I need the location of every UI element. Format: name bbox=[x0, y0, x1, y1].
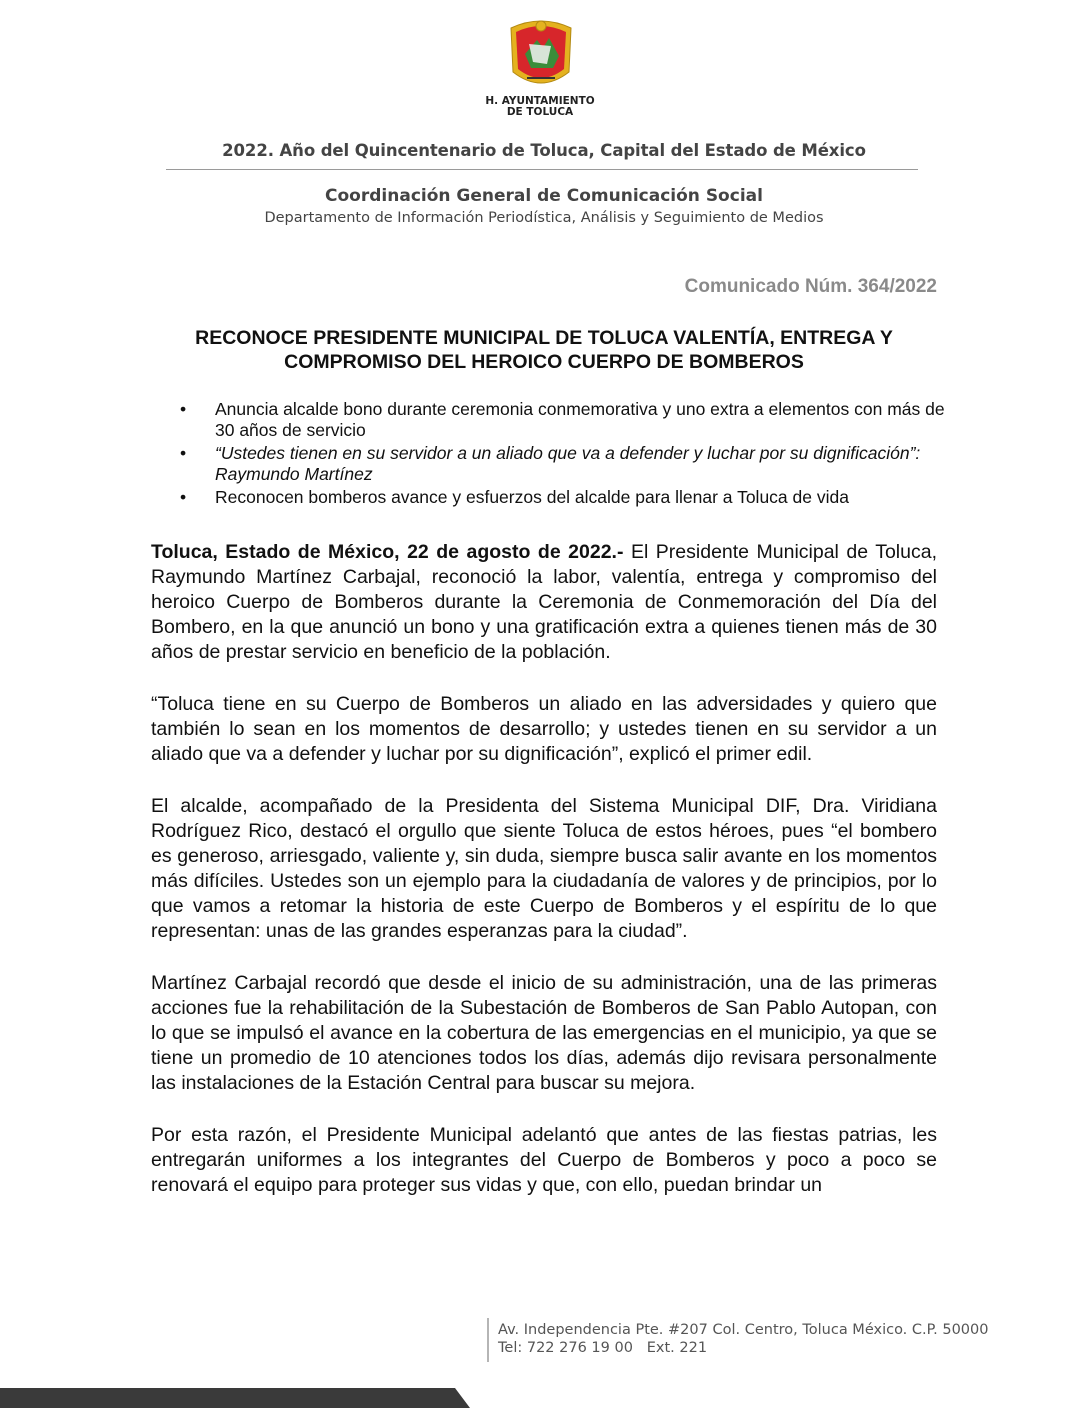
organization-name bbox=[470, 96, 610, 118]
header-divider bbox=[166, 169, 918, 170]
footer-ext: Ext. 221 bbox=[646, 1340, 708, 1356]
paragraph-3: El alcalde, acompañado de la Presidenta del Sistema Municipal DIF, Dra. Viridiana Rodríguez Rico, destacó el orgullo que siente Toluca de estos héroes, pues “el bombero es generoso, arriesgado, valiente y, sin duda, siempre busca salir avante en los momentos más difíciles. Ustedes son un ejemplo para la ciudadanía de valores y de principios, por lo que vamos a retomar la historia de este Cuerpo de Bomberos y el espíritu de lo que representan: unas de las grandes esperanzas para la ciudad”. bbox=[151, 795, 937, 942]
organization-name-line2: DE TOLUCA bbox=[506, 106, 574, 118]
bullet-text: Reconocen bomberos avance y esfuerzos del alcalde para llenar a Toluca de vida bbox=[215, 487, 849, 507]
bullet-item bbox=[160, 443, 950, 485]
toluca-seal-logo bbox=[503, 14, 579, 96]
bullet-icon: • bbox=[180, 399, 187, 419]
footer-address: Av. Independencia Pte. #207 Col. Centro, Toluca México. C.P. 50000 bbox=[498, 1322, 989, 1338]
paragraph-1-text: El Presidente Municipal de Toluca, Raymundo Martínez Carbajal, reconoció la labor, valentía, entrega y compromiso del heroico Cuerpo de Bomberos durante la Ceremonia de Conmemoración del Día del Bombero, en la que anunció un bono y una gratificación extra a quienes tienen más de 30 años de prestar servicio en beneficio de la población. bbox=[151, 541, 937, 663]
headline: RECONOCE PRESIDENTE MUNICIPAL DE TOLUCA VALENTÍA, ENTREGA Y COMPROMISO DEL HEROICO CUERPO DE BOMBEROS bbox=[195, 327, 893, 373]
bullet-text: “Ustedes tienen en su servidor a un aliado que va a defender y luchar por su dignificación”: Raymundo Martínez bbox=[215, 443, 921, 484]
paragraph-4: Martínez Carbajal recordó que desde el inicio de su administración, una de las primeras acciones fue la rehabilitación de la Subestación de Bomberos de San Pablo Autopan, con lo que se impulsó el avance en la cobertura de las emergencias en el municipio, ya que se tiene un promedio de 10 atenciones todos los días, además dijo revisara personalmente las instalaciones de la Estación Central para buscar su mejora. bbox=[151, 972, 937, 1094]
bottom-decorative-band bbox=[0, 1388, 470, 1408]
bullet-item bbox=[160, 487, 950, 508]
article-body bbox=[151, 540, 937, 1225]
bullet-icon: • bbox=[180, 443, 187, 463]
footer-phone bbox=[498, 1340, 707, 1356]
communique-number: Comunicado Núm. 364/2022 bbox=[684, 276, 937, 297]
coordination-title: Coordinación General de Comunicación Social bbox=[325, 186, 763, 206]
footer-tel-label: Tel: 722 276 19 00 bbox=[498, 1340, 633, 1356]
dateline: Toluca, Estado de México, 22 de agosto de 2022.- bbox=[151, 541, 624, 563]
department-subtitle: Departamento de Información Periodística, Análisis y Seguimiento de Medios bbox=[264, 210, 824, 226]
paragraph-5: Por esta razón, el Presidente Municipal adelantó que antes de las fiestas patrias, les entregarán uniformes a los integrantes del Cuerpo de Bomberos y poco a poco se renovará el equipo para proteger sus vidas y que, con ello, puedan brindar un bbox=[151, 1124, 937, 1196]
footer-divider bbox=[487, 1318, 489, 1362]
paragraph-2: “Toluca tiene en su Cuerpo de Bomberos un aliado en las adversidades y quiero que también lo sean en los momentos de desarrollo; y ustedes tienen en su servidor a un aliado que va a defender y luchar por su dignificación”, explicó el primer edil. bbox=[151, 693, 937, 765]
year-banner: 2022. Año del Quincentenario de Toluca, Capital del Estado de México bbox=[222, 141, 866, 160]
paragraph-1 bbox=[151, 540, 937, 665]
summary-bullets bbox=[160, 399, 950, 510]
organization-name-line1: H. AYUNTAMIENTO bbox=[485, 95, 595, 107]
bullet-text: Anuncia alcalde bono durante ceremonia conmemorativa y uno extra a elementos con más de 30 años de servicio bbox=[215, 399, 945, 440]
bullet-item bbox=[160, 399, 950, 441]
bullet-icon: • bbox=[180, 487, 187, 507]
